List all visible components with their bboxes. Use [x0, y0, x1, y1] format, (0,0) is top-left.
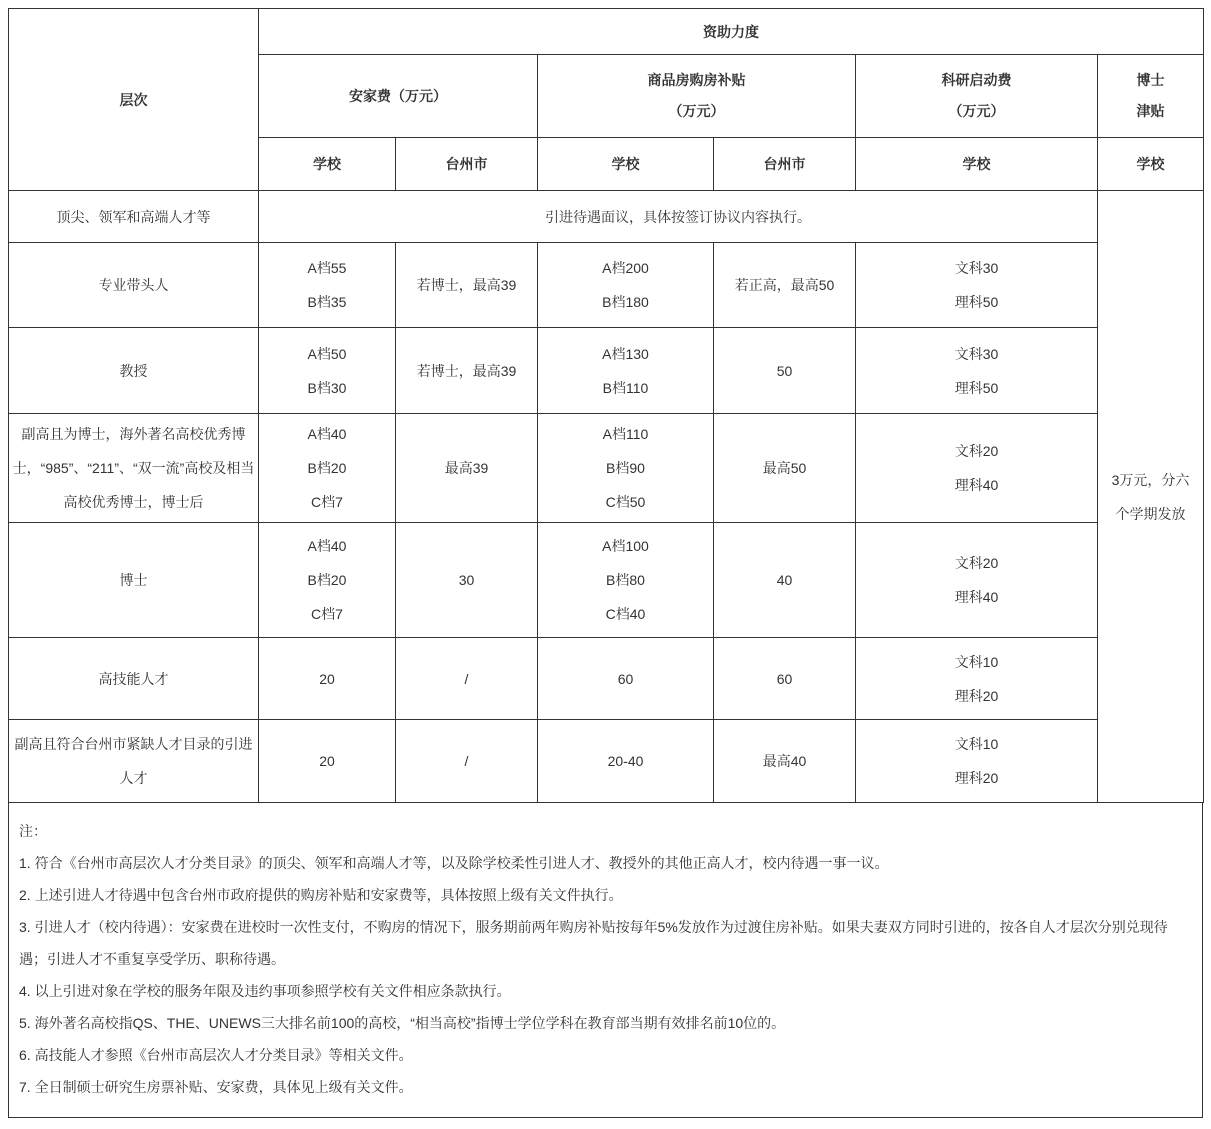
- cell-line: 文科20: [954, 555, 999, 571]
- table-row: [9, 638, 1204, 720]
- level-cell: 高技能人才: [9, 638, 259, 720]
- cell-line: 40: [776, 572, 793, 588]
- cell-line: 20: [319, 753, 335, 769]
- value-cell: [396, 638, 538, 720]
- cell-line: C档7: [311, 494, 343, 510]
- subheader-school: 学校: [538, 138, 714, 191]
- value-cell: [856, 523, 1098, 638]
- notes-section: [8, 802, 1203, 1118]
- value-cell: [538, 720, 714, 803]
- value-cell: [856, 414, 1098, 523]
- group-header-housing-subsidy-line2: （万元）: [668, 103, 725, 119]
- value-cell: [856, 638, 1098, 720]
- cell-line: 文科10: [954, 736, 999, 752]
- cell-line: /: [464, 670, 469, 687]
- value-cell: [396, 414, 538, 523]
- cell-line: 20-40: [607, 753, 644, 769]
- group-header-phd-allowance-line2: 津贴: [1136, 103, 1165, 119]
- value-cell: [538, 414, 714, 523]
- level-cell: 副高且为博士，海外著名高校优秀博士，“985”、“211”、“双一流”高校及相当高校优秀博士，博士后: [9, 414, 259, 523]
- value-cell: [714, 243, 856, 328]
- cell-line: A档50: [307, 345, 347, 362]
- cell-line: A档40: [307, 426, 347, 442]
- negotiated-treatment-cell: 引进待遇面议，具体按签订协议内容执行。: [259, 191, 1098, 243]
- level-column-header: 层次: [9, 9, 259, 191]
- cell-line: B档20: [307, 572, 347, 588]
- table-body: [9, 191, 1204, 803]
- value-cell: [856, 720, 1098, 803]
- value-cell: [714, 328, 856, 414]
- value-cell: [396, 243, 538, 328]
- cell-line: B档80: [606, 572, 645, 588]
- cell-line: /: [464, 753, 469, 769]
- table-row-top-talent: [9, 191, 1204, 243]
- subheader-taizhou: 台州市: [396, 138, 538, 191]
- notes-list: [19, 847, 1192, 1103]
- cell-line: B档180: [602, 294, 649, 310]
- cell-line: A档40: [307, 538, 347, 554]
- cell-line: A档110: [602, 426, 649, 442]
- cell-line: 理科20: [954, 770, 999, 786]
- cell-line: 最高40: [762, 753, 807, 769]
- value-cell: [538, 243, 714, 328]
- value-cell: [856, 328, 1098, 414]
- cell-line: 50: [776, 362, 793, 379]
- cell-line: A档100: [602, 538, 649, 554]
- level-cell: 博士: [9, 523, 259, 638]
- cell-line: 若博士，最高39: [416, 277, 517, 293]
- table-row: [9, 243, 1204, 328]
- cell-line: 理科40: [954, 589, 999, 605]
- value-cell: [856, 243, 1098, 328]
- cell-line: 若博士，最高39: [416, 362, 517, 379]
- value-cell: [714, 414, 856, 523]
- table-header: [9, 9, 1204, 191]
- cell-line: 文科30: [954, 345, 999, 362]
- group-header-housing-subsidy-line1: 商品房购房补贴: [647, 72, 746, 88]
- cell-line: 理科50: [954, 379, 999, 396]
- cell-line: 20: [319, 670, 335, 687]
- note-item: 3. 引进人才（校内待遇）：安家费在进校时一次性支付，不购房的情况下，服务期前两年购房补贴按每年5%发放作为过渡住房补贴。如果夫妻双方同时引进的，按各自人才层次分别兑现待遇；引进人才不重复享受学历、职称待遇。: [19, 919, 1168, 967]
- value-cell: [396, 720, 538, 803]
- cell-line: A档130: [602, 345, 649, 362]
- note-item: 7. 全日制硕士研究生房票补贴、安家费，具体见上级有关文件。: [19, 1079, 413, 1095]
- note-item: 6. 高技能人才参照《台州市高层次人才分类目录》等相关文件。: [19, 1047, 413, 1063]
- level-cell: 专业带头人: [9, 243, 259, 328]
- level-cell: 教授: [9, 328, 259, 414]
- funding-header: 资助力度: [259, 9, 1204, 55]
- group-header-research-fund-line1: 科研启动费: [941, 72, 1012, 88]
- cell-line: 理科20: [954, 687, 999, 704]
- value-cell: [259, 523, 396, 638]
- subheader-school: 学校: [1098, 138, 1204, 191]
- group-header-research-fund-line2: （万元）: [948, 103, 1005, 119]
- value-cell: [259, 243, 396, 328]
- value-cell: [538, 638, 714, 720]
- group-header-housing-subsidy: [538, 55, 856, 138]
- phd-allowance-cell: [1098, 191, 1204, 803]
- value-cell: [259, 328, 396, 414]
- value-cell: [714, 720, 856, 803]
- value-cell: [259, 414, 396, 523]
- subheader-school: 学校: [856, 138, 1098, 191]
- cell-line: C档40: [605, 606, 646, 622]
- subheader-school: 学校: [259, 138, 396, 191]
- note-item: 1. 符合《台州市高层次人才分类目录》的顶尖、领军和高端人才等，以及除学校柔性引进人才、教授外的其他正高人才，校内待遇一事一议。: [19, 855, 889, 871]
- table-row: [9, 328, 1204, 414]
- cell-line: 理科40: [954, 477, 999, 493]
- cell-line: 最高50: [762, 460, 807, 476]
- value-cell: [714, 523, 856, 638]
- cell-line: B档20: [307, 460, 347, 476]
- header-row-funding: [9, 9, 1204, 55]
- value-cell: [538, 523, 714, 638]
- table-row: [9, 414, 1204, 523]
- group-header-phd-allowance-line1: 博士: [1136, 72, 1165, 88]
- cell-line: B档90: [606, 460, 645, 476]
- cell-line: 60: [776, 670, 793, 687]
- group-header-settling-fee: [259, 55, 538, 138]
- value-cell: [396, 328, 538, 414]
- table-row: [9, 720, 1204, 803]
- table-row: [9, 523, 1204, 638]
- value-cell: [259, 720, 396, 803]
- cell-line: B档110: [602, 379, 649, 396]
- phd-allowance-line: 个学期发放: [1115, 505, 1186, 522]
- cell-line: C档7: [311, 606, 343, 622]
- note-item: 5. 海外著名高校指QS、THE、UNEWS三大排名前100的高校，“相当高校”指博士学位学科在教育部当期有效排名前10位的。: [19, 1015, 786, 1031]
- cell-line: 文科20: [954, 443, 999, 459]
- group-header-settling-fee-label: 安家费（万元）: [349, 87, 447, 104]
- value-cell: [538, 328, 714, 414]
- subsidy-document: [8, 8, 1203, 1118]
- group-header-research-fund: [856, 55, 1098, 138]
- value-cell: [714, 638, 856, 720]
- cell-line: B档35: [307, 294, 347, 310]
- cell-line: 30: [458, 572, 475, 588]
- note-item: 2. 上述引进人才待遇中包含台州市政府提供的购房补贴和安家费等，具体按照上级有关文件执行。: [19, 887, 623, 903]
- value-cell: [396, 523, 538, 638]
- cell-line: 理科50: [954, 294, 999, 310]
- subheader-taizhou: 台州市: [714, 138, 856, 191]
- phd-allowance-line: 3万元，分六: [1111, 471, 1190, 488]
- cell-line: 最高39: [444, 460, 489, 476]
- level-cell: 顶尖、领军和高端人才等: [9, 191, 259, 243]
- cell-line: 文科10: [954, 653, 999, 670]
- note-item: 4. 以上引进对象在学校的服务年限及违约事项参照学校有关文件相应条款执行。: [19, 983, 511, 999]
- level-cell: 副高且符合台州市紧缺人才目录的引进人才: [9, 720, 259, 803]
- subsidy-table: [8, 8, 1204, 803]
- group-header-phd-allowance: [1098, 55, 1204, 138]
- cell-line: A档200: [602, 260, 649, 276]
- cell-line: A档55: [307, 260, 347, 276]
- cell-line: C档50: [605, 494, 646, 510]
- cell-line: 文科30: [954, 260, 999, 276]
- value-cell: [259, 638, 396, 720]
- notes-title: 注：: [19, 823, 47, 839]
- cell-line: 若正高，最高50: [734, 277, 835, 293]
- cell-line: B档30: [307, 379, 347, 396]
- cell-line: 60: [617, 670, 634, 687]
